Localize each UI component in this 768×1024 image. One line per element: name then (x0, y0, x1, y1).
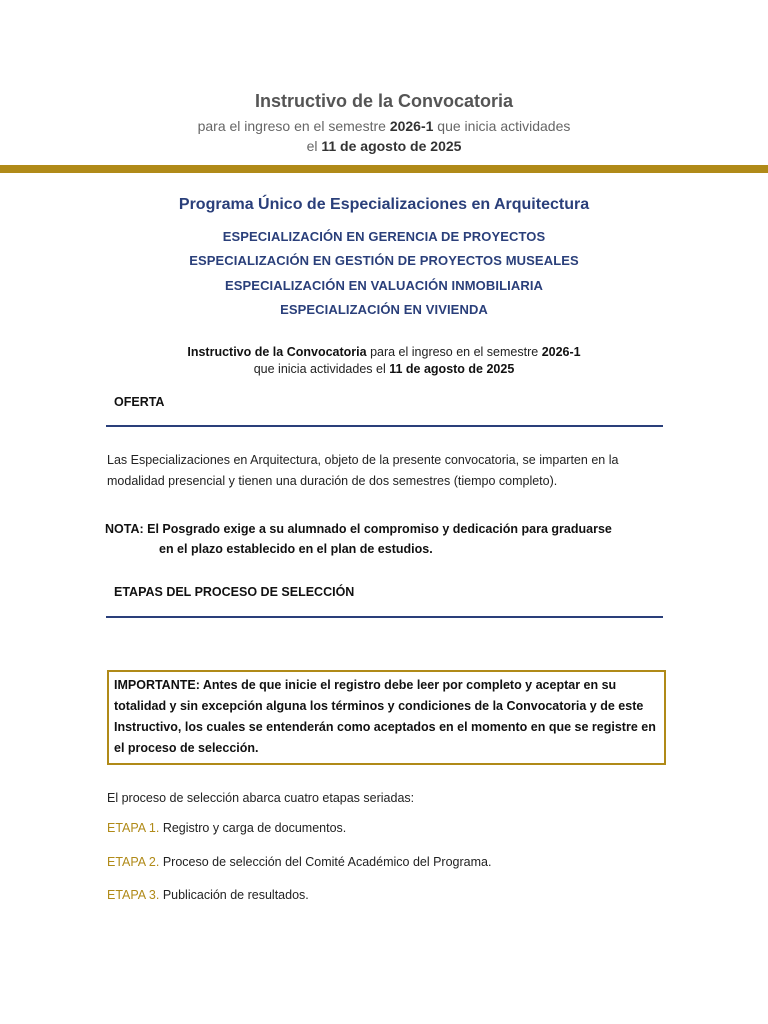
etapa-label: ETAPA 3. (107, 888, 160, 902)
specialization-item: ESPECIALIZACIÓN EN VIVIENDA (280, 302, 488, 317)
etapa-item: ETAPA 3. Publicación de resultados. (107, 888, 309, 902)
document-subtitle-line1: para el ingreso en el semestre 2026-1 que inicia actividades (197, 118, 571, 134)
important-notice-box: IMPORTANTE: Antes de que inicie el registro debe leer por completo y aceptar en su totalidad y sin excepción alguna los términos y condiciones de la Convocatoria y de este Instructivo, los cuales se entenderán como aceptados en el momento en que se registre en el proceso de selección. (107, 670, 666, 765)
section-heading-etapas: ETAPAS DEL PROCESO DE SELECCIÓN (114, 585, 355, 599)
nota-paragraph: NOTA: El Posgrado exige a su alumnado el compromiso y dedicación para graduarse en el plazo establecido en el plan de estudios. (105, 522, 612, 556)
document-subtitle-line2: el 11 de agosto de 2025 (306, 138, 462, 154)
etapa-label: ETAPA 2. (107, 855, 160, 869)
specialization-item: ESPECIALIZACIÓN EN GESTIÓN DE PROYECTOS MUSEALES (189, 253, 579, 268)
section-divider (106, 616, 663, 618)
oferta-paragraph: Las Especializaciones en Arquitectura, objeto de la presente convocatoria, se imparten en la modalidad presencial y tienen una duración de dos semestres (tiempo completo). (107, 453, 619, 488)
specialization-item: ESPECIALIZACIÓN EN VALUACIÓN INMOBILIARIA (224, 278, 544, 293)
etapas-intro: El proceso de selección abarca cuatro etapas seriadas: (107, 791, 415, 805)
section-divider (106, 425, 663, 427)
etapa-label: ETAPA 1. (107, 821, 160, 835)
etapa-item: ETAPA 2. Proceso de selección del Comité Académico del Programa. (107, 855, 492, 869)
header-divider-band (0, 165, 768, 173)
specialization-item: ESPECIALIZACIÓN EN GERENCIA DE PROYECTOS (222, 229, 546, 244)
program-title: Programa Único de Especializaciones en Arquitectura (178, 196, 590, 213)
etapa-item: ETAPA 1. Registro y carga de documentos. (107, 821, 347, 835)
section-heading-oferta: OFERTA (114, 395, 165, 409)
instructivo-line1: Instructivo de la Convocatoria para el ingreso en el semestre 2026-1 (187, 345, 581, 359)
document-title: Instructivo de la Convocatoria (254, 91, 514, 111)
instructivo-line2: que inicia actividades el 11 de agosto de 2025 (253, 362, 515, 376)
